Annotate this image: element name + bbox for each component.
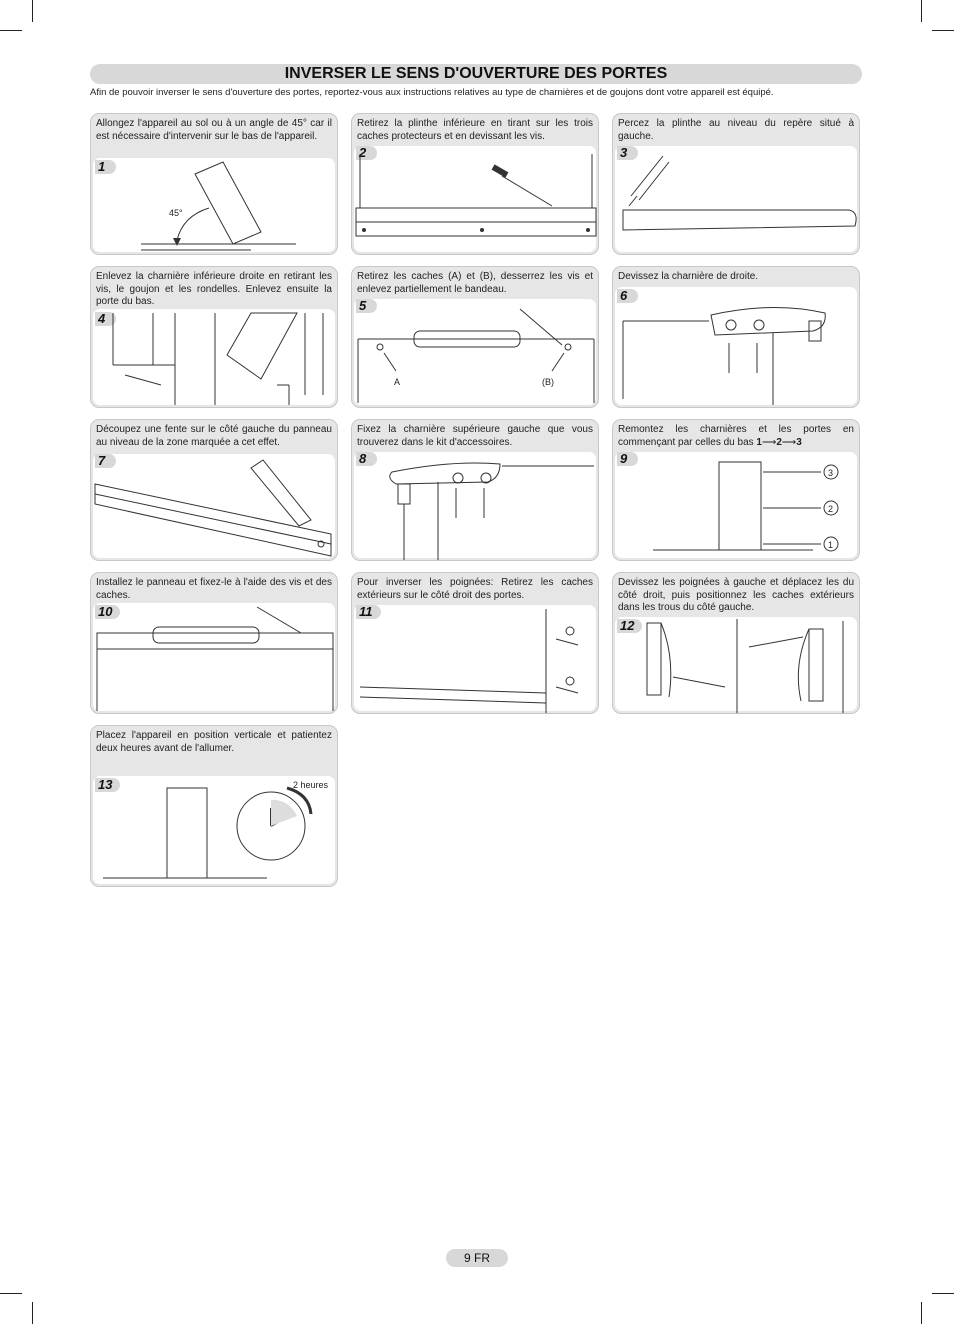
step-text: Enlevez la charnière inférieure droite en retirant les vis, le goujon et les rondelles. Enlevez ensuite la porte du bas. [96,271,332,307]
intro-text: Afin de pouvoir inverser le sens d'ouverture des portes, reportez-vous aux instructions relatives au type de charnières et de goujons dont votre appareil est équipé. [90,87,774,98]
marker-1: 1 [828,540,834,550]
step-number: 12 [617,619,642,633]
cover-panel-illustration [352,299,599,407]
step-number: 4 [95,312,116,326]
step-10 [90,572,338,714]
crop-mark [0,1293,22,1294]
step-text: Installez le panneau et fixez-le à l'aide des vis et des caches. [96,577,332,601]
step-2 [351,113,599,255]
angle-label: 45° [169,208,183,218]
seq-3: 3 [796,436,802,448]
two-hours-label: 2 heures [293,780,329,790]
cover-a-label: A [394,377,401,387]
crop-mark [921,0,922,22]
step-text: Percez la plinthe au niveau du repère situé à gauche. [618,118,854,142]
crop-mark [932,1293,954,1294]
fridge-tilted-illustration [91,158,338,254]
seq-2: 2 [776,436,782,448]
step-9 [612,419,860,561]
plinth-drill-illustration [613,146,860,254]
lower-hinge-illustration [91,309,338,407]
step-text: Remontez les charnières et les portes en commençant par celles du bas 1⟶2⟶3 [618,424,854,448]
step-11 [351,572,599,714]
step-1 [90,113,338,255]
step-text: Découpez une fente sur le côté gauche du panneau au niveau de la zone marquée a cet effet. [96,424,332,448]
right-hinge-illustration [613,287,860,407]
step-number: 10 [95,605,120,619]
step-number: 3 [617,146,638,160]
reassemble-illustration [613,452,860,560]
crop-mark [0,30,22,31]
step-text: Devissez les poignées à gauche et déplacez les du côté droit, puis positionnez les caches extérieurs dans les trous du côté gauche. [618,577,854,613]
cut-slot-illustration [91,454,338,560]
step-13 [90,725,338,887]
step-number: 9 [617,452,638,466]
plinth-illustration [352,146,599,254]
step-text: Fixez la charnière supérieure gauche que vous trouverez dans le kit d'accessoires. [357,424,593,448]
step-number: 1 [95,160,116,174]
step-text-main: Remontez les charnières et les portes en commençant par celles du bas [618,424,854,448]
step-number: 8 [356,452,377,466]
crop-mark [921,1302,922,1324]
step-text: Retirez les caches (A) et (B), desserrez les vis et enlevez partiellement le bandeau. [357,271,593,295]
step-4 [90,266,338,408]
step-text: Pour inverser les poignées: Retirez les caches extérieurs sur le côté droit des portes. [357,577,593,601]
crop-mark [932,30,954,31]
install-panel-illustration [91,603,338,713]
cover-b-label: (B) [542,377,554,387]
step-number: 7 [95,454,116,468]
step-8 [351,419,599,561]
step-text: Allongez l'appareil au sol ou à un angle de 45° car il est nécessaire d'intervenir sur le bas de l'appareil. [96,118,332,142]
step-text: Devissez la charnière de droite. [618,271,759,282]
move-handles-illustration [613,617,860,713]
upper-hinge-illustration [352,452,599,560]
handle-covers-illustration [352,605,599,713]
step-text: Retirez la plinthe inférieure en tirant sur les trois caches protecteurs et en devissant les vis. [357,118,593,142]
step-number: 6 [617,289,638,303]
step-number: 11 [356,605,381,619]
crop-mark [32,1302,33,1324]
seq-1: 1 [756,436,762,448]
step-number: 13 [95,778,120,792]
marker-3: 3 [828,468,834,478]
step-7 [90,419,338,561]
page-number: 9 FR [446,1249,508,1267]
page-title: INVERSER LE SENS D'OUVERTURE DES PORTES [90,64,862,84]
step-6 [612,266,860,408]
crop-mark [32,0,33,22]
step-3 [612,113,860,255]
step-12 [612,572,860,714]
step-number: 5 [356,299,377,313]
step-text: Placez l'appareil en position verticale et patientez deux heures avant de l'allumer. [96,730,332,754]
step-5 [351,266,599,408]
step-number: 2 [356,146,377,160]
wait-two-hours-illustration [91,776,338,886]
marker-2: 2 [828,504,834,514]
